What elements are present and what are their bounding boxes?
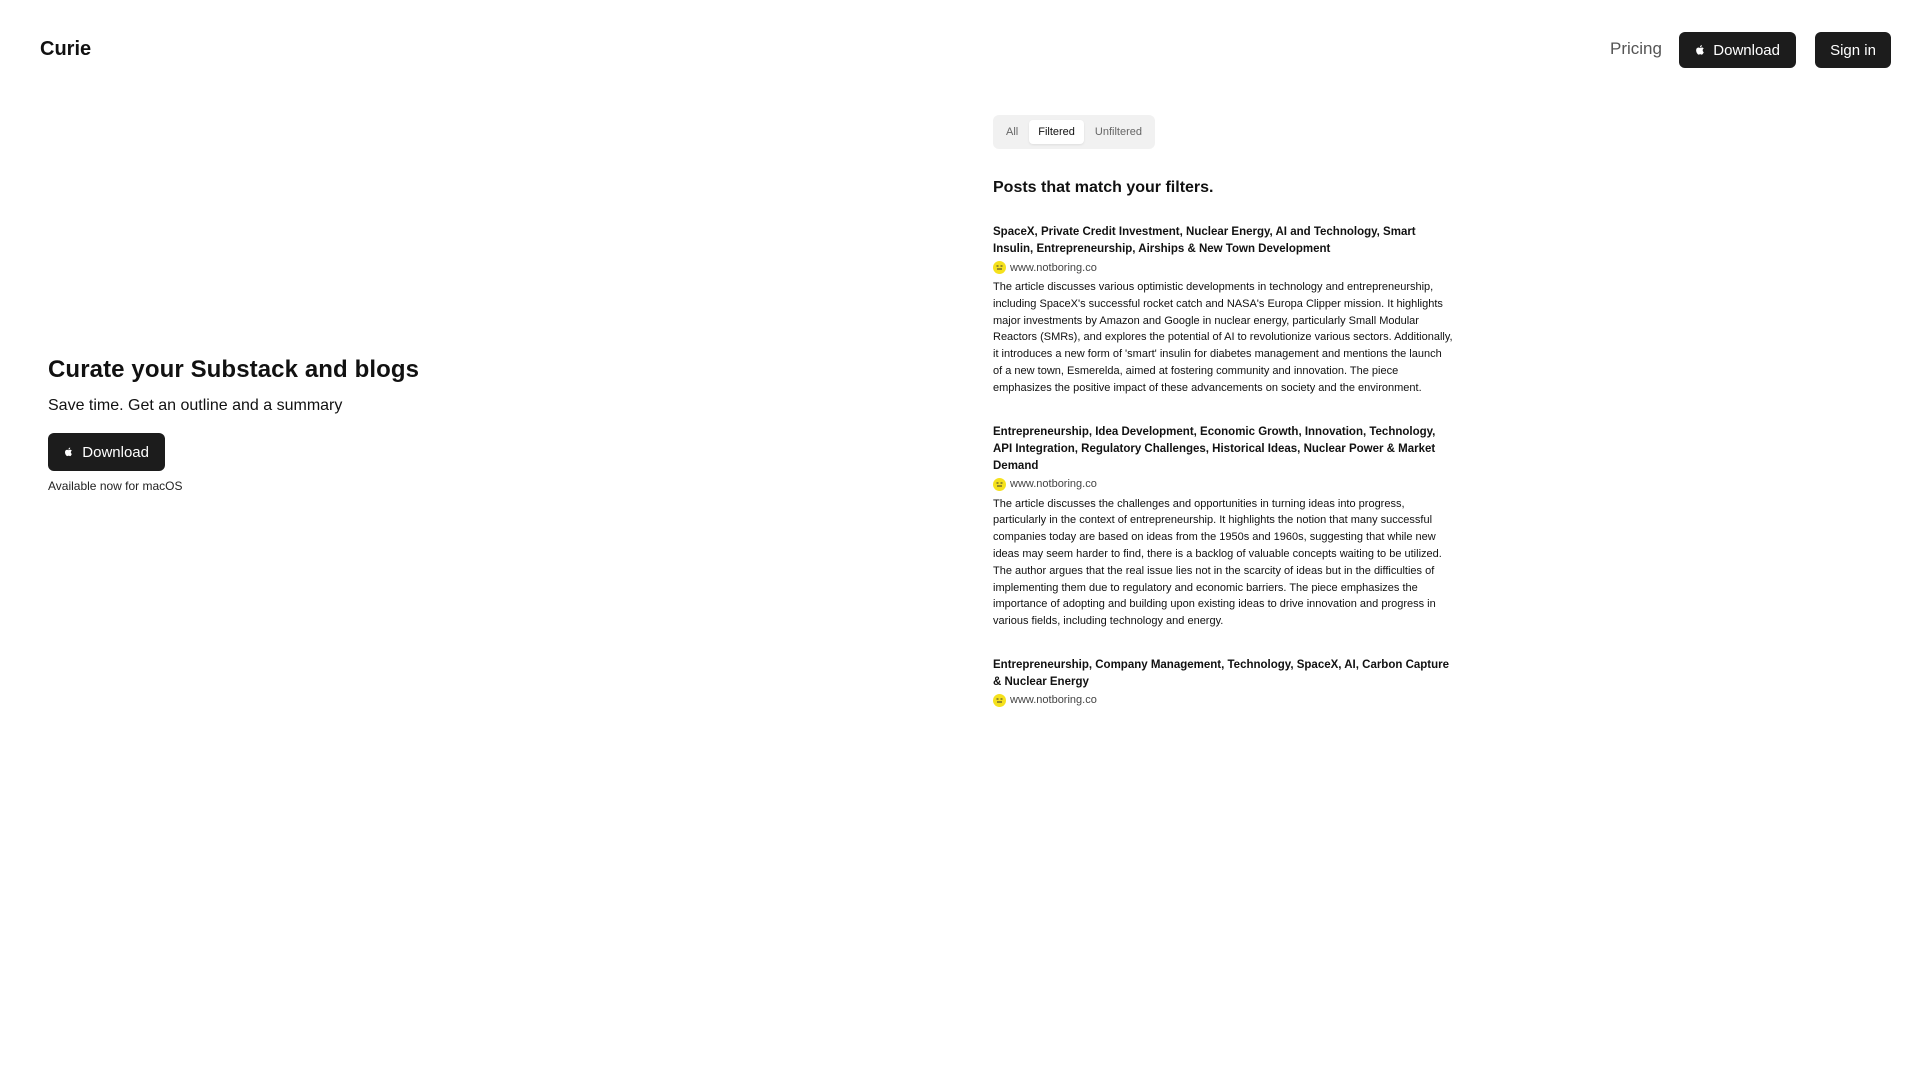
post-title[interactable]: Entrepreneurship, Company Management, Technology, SpaceX, AI, Carbon Capture & Nuclear Energy [993,658,1450,688]
header-download-label: Download [1713,41,1780,59]
site-header [0,0,1920,100]
post-item[interactable] [993,424,1453,630]
post-source [993,261,1453,274]
post-item[interactable] [993,657,1453,707]
availability-note: Available now for macOS [48,479,183,493]
source-favicon-icon [993,694,1006,707]
post-item[interactable] [993,224,1453,397]
app-preview [993,115,1453,707]
nav-pricing-link[interactable]: Pricing [1610,39,1662,58]
logo[interactable]: Curie [40,38,92,60]
hero-section [48,356,648,493]
post-summary: The article discusses the challenges and opportunities in turning ideas into progress, particularly in the context of entrepreneurship. It highlights the notion that many successful companies today are based on ideas from the 1950s and 1960s, suggesting that while new ideas may seem harder to find, there is a backlog of valuable concepts waiting to be utilized. The author argues that the real issue lies not in the scarcity of ideas but in the difficulties of implementing them due to regulatory and economic barriers. The piece emphasizes the importance of adopting and building upon existing ideas to drive innovation and progress in various fields, including technology and energy. [993,497,1442,628]
tab-all[interactable]: All [1006,126,1019,138]
tab-filtered[interactable]: Filtered [1029,120,1084,144]
tab-unfiltered[interactable]: Unfiltered [1094,126,1142,138]
hero-title: Curate your Substack and blogs [48,356,420,383]
source-favicon-icon [993,261,1006,274]
post-source-url[interactable]: www.notboring.co [1010,261,1097,274]
header-download-button[interactable] [1679,32,1796,68]
feed-title: Posts that match your filters. [993,179,1214,196]
hero-subtitle: Save time. Get an outline and a summary [48,397,343,414]
post-title[interactable]: SpaceX, Private Credit Investment, Nuclear Energy, AI and Technology, Smart Insulin, Entrepreneurship, Airships & New Town Development [993,226,1416,255]
post-title[interactable]: Entrepreneurship, Idea Development, Economic Growth, Innovation, Technology, API Integration, Regulatory Challenges, Historical Ideas, Nuclear Power & Market Demand [993,425,1436,472]
post-summary: The article discusses various optimistic developments in technology and entrepreneurship, including SpaceX's successful rocket catch and NASA's Europa Clipper mission. It highlights major investments by Amazon and Google in nuclear energy, particularly Small Modular Reactors (SMRs), and explores the potential of AI to revolutionize various sectors. Additionally, it introduces a new form of 'smart' insulin for diabetes management and mentions the launch of a new town, Esmerelda, aimed at fostering community and innovation. The piece emphasizes the positive impact of these advancements on society and the environment. [993,281,1453,394]
apple-icon [64,445,72,459]
signin-button[interactable]: Sign in [1815,32,1891,68]
post-source-url[interactable]: www.notboring.co [1010,478,1097,491]
hero-download-label: Download [82,443,149,461]
hero-download-button[interactable] [48,433,165,471]
post-source [993,478,1453,491]
source-favicon-icon [993,478,1006,491]
apple-icon [1695,43,1704,57]
post-source [993,694,1453,707]
filter-tabs [993,115,1155,149]
post-source-url[interactable]: www.notboring.co [1010,694,1097,707]
